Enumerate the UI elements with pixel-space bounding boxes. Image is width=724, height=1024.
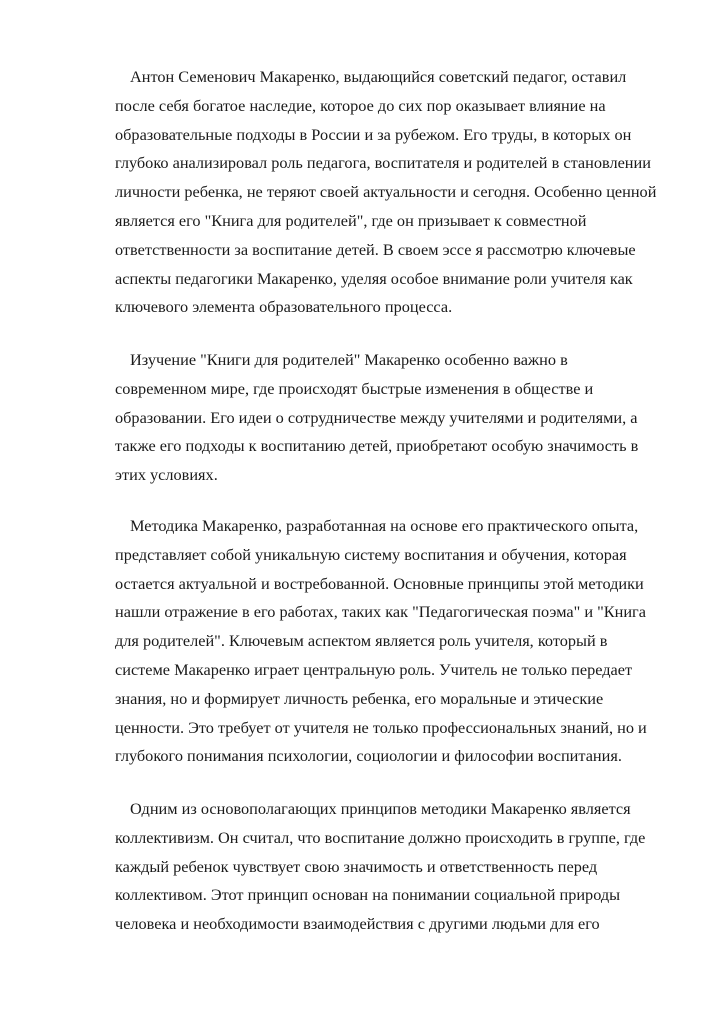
paragraph-line: нашли отражение в его работах, таких как "Педагогическая поэма" и "Книга bbox=[115, 602, 646, 622]
paragraph-line: Методика Макаренко, разработанная на основе его практического опыта, bbox=[130, 516, 639, 535]
paragraph-line: личности ребенка, не теряют своей актуальности и сегодня. Особенно ценной bbox=[115, 182, 657, 202]
paragraph-4 bbox=[115, 795, 670, 939]
paragraph-line: также его подходы к воспитанию детей, приобретают особую значимость в bbox=[115, 436, 639, 456]
paragraph-line: Изучение "Книги для родителей" Макаренко особенно важно в bbox=[130, 350, 568, 369]
paragraph-line: глубоко анализировал роль педагога, воспитателя и родителей в становлении bbox=[115, 153, 651, 173]
paragraph-line: ответственности за воспитание детей. В своем эссе я рассмотрю ключевые bbox=[115, 239, 636, 259]
paragraph-line: Одним из основополагающих принципов методики Макаренко является bbox=[130, 799, 631, 818]
paragraph-line: ключевого элемента образовательного процесса. bbox=[115, 297, 453, 317]
paragraph-3 bbox=[115, 512, 670, 771]
paragraph-line: ценности. Это требует от учителя не только профессиональных знаний, но и bbox=[115, 717, 647, 737]
paragraph-line: образовании. Его идеи о сотрудничестве между учителями и родителями, а bbox=[115, 407, 638, 427]
paragraph-line: системе Макаренко играет центральную роль. Учитель не только передает bbox=[115, 659, 633, 679]
paragraph-line: образовательные подходы в России и за рубежом. Его труды, в которых он bbox=[115, 124, 632, 144]
paragraph-line: является его "Книга для родителей", где он призывает к совместной bbox=[115, 210, 587, 230]
paragraph-line: современном мире, где происходят быстрые изменения в обществе и bbox=[115, 378, 594, 398]
paragraph-2 bbox=[115, 346, 670, 490]
paragraph-1 bbox=[115, 63, 670, 322]
paragraph-line: коллективизм. Он считал, что воспитание должно происходить в группе, где bbox=[115, 827, 646, 847]
paragraph-line: этих условиях. bbox=[115, 465, 218, 485]
paragraph-line: Антон Семенович Макаренко, выдающийся советский педагог, оставил bbox=[130, 67, 627, 86]
paragraph-line: представляет собой уникальную систему воспитания и обучения, которая bbox=[115, 544, 627, 564]
paragraph-line: глубокого понимания психологии, социологии и философии воспитания. bbox=[115, 746, 622, 766]
paragraph-line: каждый ребенок чувствует свою значимость и ответственность перед bbox=[115, 856, 598, 876]
paragraph-line: для родителей". Ключевым аспектом является роль учителя, который в bbox=[115, 631, 608, 651]
paragraph-line: аспекты педагогики Макаренко, уделяя особое внимание роли учителя как bbox=[115, 268, 633, 288]
paragraph-line: коллективом. Этот принцип основан на понимании социальной природы bbox=[115, 885, 621, 905]
paragraph-line: после себя богатое наследие, которое до сих пор оказывает влияние на bbox=[115, 95, 606, 115]
paragraph-line: человека и необходимости взаимодействия с другими людьми для его bbox=[115, 914, 600, 934]
paragraph-line: знания, но и формирует личность ребенка, его моральные и этические bbox=[115, 688, 604, 708]
paragraph-line: остается актуальной и востребованной. Основные принципы этой методики bbox=[115, 573, 644, 593]
